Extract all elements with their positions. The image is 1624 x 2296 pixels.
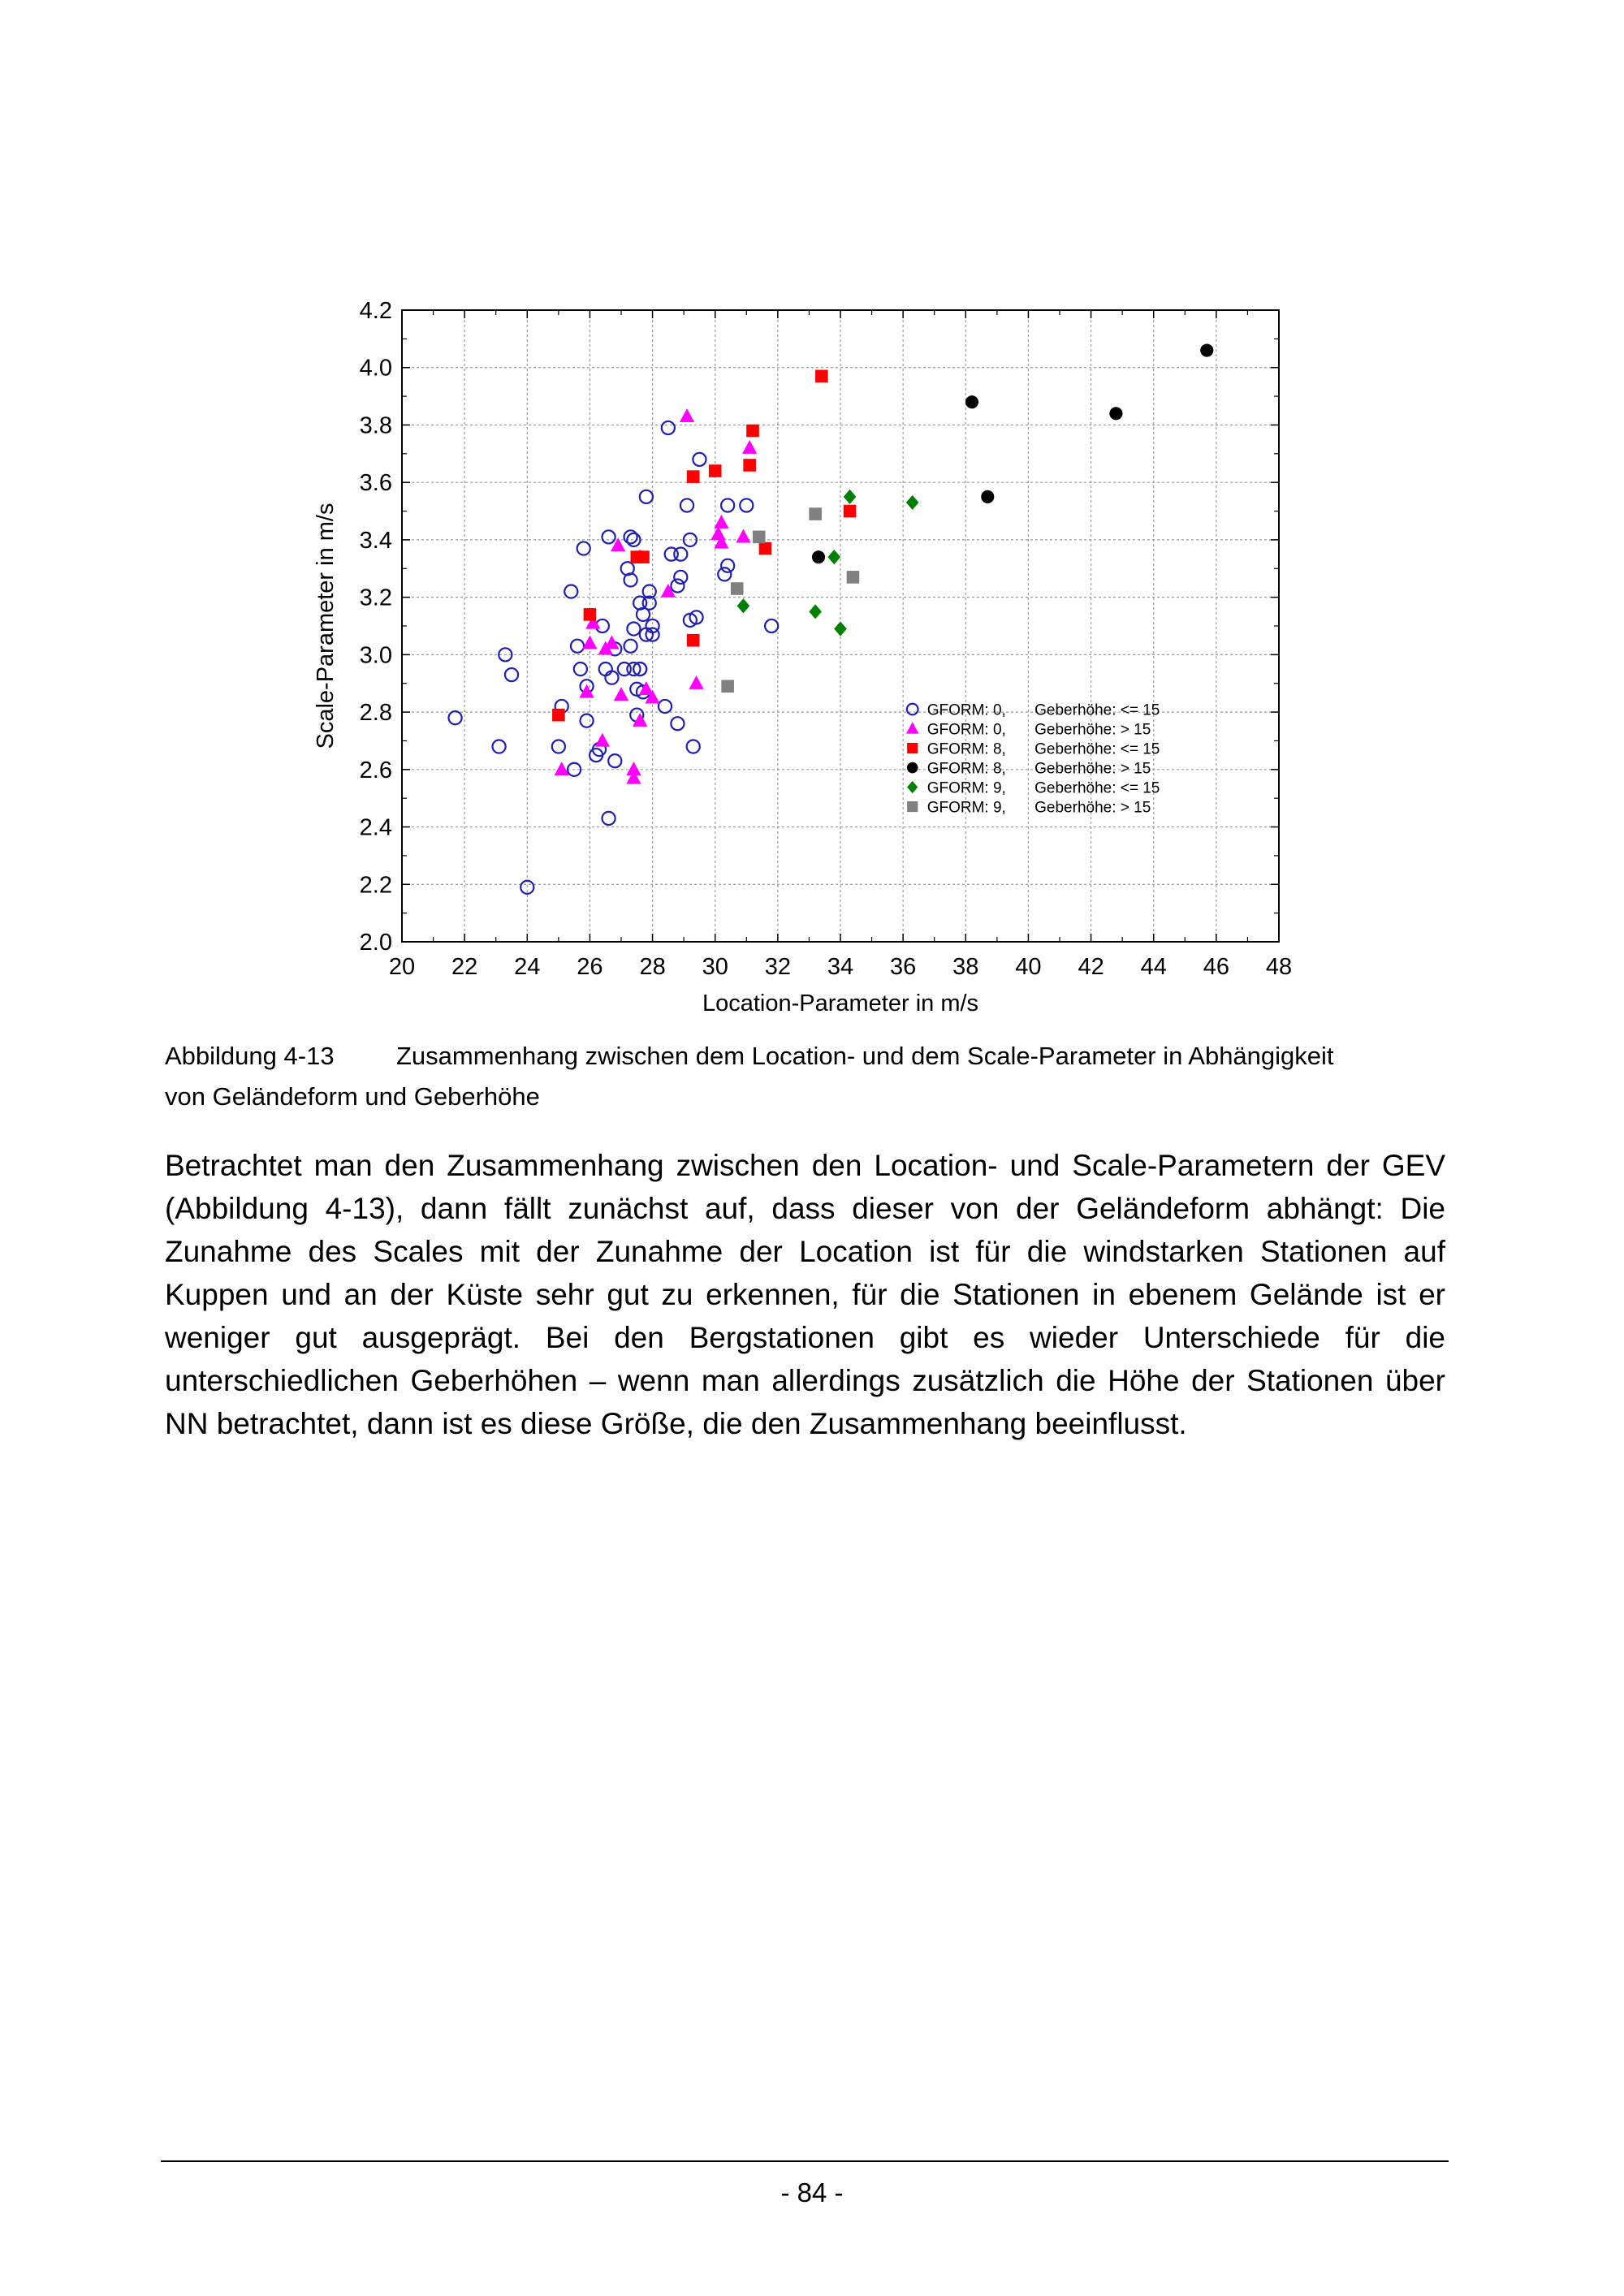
x-tick-label: 32 [764,954,791,980]
data-point [746,425,759,438]
data-point [584,608,597,621]
body-text [165,1144,1445,1445]
x-tick-label: 26 [577,954,603,980]
data-point [637,550,650,563]
x-tick-label: 30 [702,954,728,980]
legend-label-geberhoehe: Geberhöhe: > 15 [1034,799,1151,817]
legend-marker [907,743,918,753]
legend-label: GFORM: 8, [926,760,1006,778]
x-tick-label: 40 [1015,954,1042,980]
legend-label-geberhoehe: Geberhöhe: > 15 [1034,760,1151,778]
x-tick-label: 22 [451,954,478,980]
data-point [1109,407,1122,420]
legend-label-geberhoehe: Geberhöhe: > 15 [1034,721,1151,739]
y-tick-label: 2.4 [359,814,392,841]
page-number: - 84 - [780,2177,844,2208]
data-point [812,550,825,563]
legend-label: GFORM: 0, [926,701,1006,719]
data-point [731,582,744,595]
y-tick-label: 3.4 [359,527,392,554]
data-point [709,464,722,477]
data-point [844,505,857,518]
legend-marker [907,801,918,812]
y-tick-label: 4.0 [359,355,392,382]
data-point [753,531,766,544]
x-axis-label: Location-Parameter in m/s [702,990,979,1015]
x-tick-label: 44 [1140,954,1167,980]
data-point [743,459,756,472]
y-tick-label: 2.2 [359,872,392,899]
data-point [815,370,828,383]
y-tick-label: 2.6 [359,757,392,783]
caption-line-1: Zusammenhang zwischen dem Location- und dem Scale-Parameter in Abhängigkeit [396,1042,1334,1070]
scatter-chart [309,284,1315,1015]
x-tick-label: 36 [890,954,917,980]
y-tick-label: 2.0 [359,930,392,956]
legend-label: GFORM: 9, [926,779,1006,797]
data-point [721,680,734,693]
legend-label-geberhoehe: Geberhöhe: <= 15 [1034,740,1160,758]
x-tick-label: 34 [827,954,854,980]
y-tick-label: 2.8 [359,700,392,727]
y-tick-label: 3.6 [359,470,392,497]
legend-label: GFORM: 9, [926,799,1006,817]
x-tick-label: 38 [952,954,979,980]
data-point [552,709,565,722]
x-tick-label: 28 [639,954,666,980]
data-point [809,507,822,520]
legend-label: GFORM: 0, [926,721,1006,739]
y-tick-label: 3.0 [359,642,392,669]
figure-caption [165,1036,1464,1117]
caption-line-2: von Geländeform und Geberhöhe [165,1082,540,1111]
y-tick-label: 3.8 [359,412,392,439]
y-tick-label: 3.2 [359,585,392,611]
legend-label: GFORM: 8, [926,740,1006,758]
data-point [687,470,700,483]
x-tick-label: 20 [388,954,416,980]
x-tick-label: 42 [1078,954,1104,980]
footer-rule [161,2160,1449,2162]
data-point [981,490,994,503]
data-point [847,571,860,584]
body-paragraph: Betrachtet man den Zusammenhang zwischen den Location- und Scale-Parametern der GEV (Abbildung 4-13), dann fällt zunächst auf, dass dieser von der Geländeform abhängt: Die Zunahme des Scales mit der Zunahme der Location ist für die windstarken Stationen auf Kuppen und an der Küste sehr gut zu erkennen, für die Stationen in ebenem Gelände ist er weniger gut ausgeprägt. Bei den Bergstationen gibt es wieder Unterschiede für die unterschiedlichen Geberhöhen – wenn man allerdings zusätzlich die Höhe der Stationen über NN betrachtet, dann ist es diese Größe, die den Zusammenhang beeinflusst. [165,1149,1445,1440]
data-point [687,634,700,647]
x-tick-label: 46 [1203,954,1229,980]
x-tick-label: 48 [1265,954,1293,980]
x-tick-label: 24 [514,954,541,980]
y-tick-label: 4.2 [359,298,392,324]
legend-label-geberhoehe: Geberhöhe: <= 15 [1034,701,1160,719]
legend-label-geberhoehe: Geberhöhe: <= 15 [1034,779,1160,797]
y-axis-label: Scale-Parameter in m/s [313,503,339,749]
data-point [759,542,772,555]
data-point [1200,343,1213,356]
caption-label: Abbildung 4-13 [165,1042,335,1070]
data-point [965,395,978,408]
legend-marker [907,762,918,774]
